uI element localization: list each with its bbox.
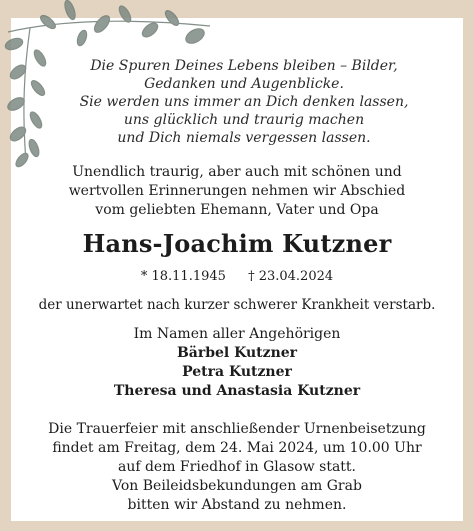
funeral-details <box>17 420 457 515</box>
poem-line: und Dich niemals vergessen lassen. <box>117 130 371 146</box>
poem-line: Die Spuren Deines Lebens bleiben – Bilder, <box>90 58 398 74</box>
poem-line: Gedanken und Augenblicke. <box>144 76 344 92</box>
death-note: der unerwartet nach kurzer schwerer Krankheit verstarb. <box>38 297 436 313</box>
funeral-line: findet am Freitag, dem 24. Mai 2024, um 10.00 Uhr <box>52 440 422 456</box>
life-dates <box>17 267 457 286</box>
mourners-section <box>17 325 457 401</box>
funeral-line: auf dem Friedhof in Glasow statt. <box>117 459 357 475</box>
memorial-poem <box>60 57 428 147</box>
mourners-intro: Im Namen aller Angehörigen <box>133 326 341 342</box>
mourner-name: Bärbel Kutzner <box>176 345 298 361</box>
mourner-name: Theresa und Anastasia Kutzner <box>113 383 361 399</box>
intro-line: wertvollen Erinnerungen nehmen wir Abschied <box>68 183 406 199</box>
intro-line: vom geliebten Ehemann, Vater und Opa <box>95 202 379 218</box>
farewell-intro <box>17 163 457 220</box>
birth-date: * 18.11.1945 <box>140 269 226 284</box>
poem-line: uns glücklich und traurig machen <box>123 112 365 128</box>
deceased-name: Hans-Joachim Kutzner <box>82 229 392 258</box>
mourner-name: Petra Kutzner <box>182 364 292 380</box>
funeral-line: Die Trauerfeier mit anschließender Urnenbeisetzung <box>48 421 426 437</box>
funeral-line: Von Beileidsbekundungen am Grab <box>112 478 362 494</box>
death-date: † 23.04.2024 <box>248 269 334 284</box>
intro-line: Unendlich traurig, aber auch mit schönen und <box>72 164 402 180</box>
funeral-line: bitten wir Abstand zu nehmen. <box>127 497 347 513</box>
poem-line: Sie werden uns immer an Dich denken lassen, <box>79 94 409 110</box>
